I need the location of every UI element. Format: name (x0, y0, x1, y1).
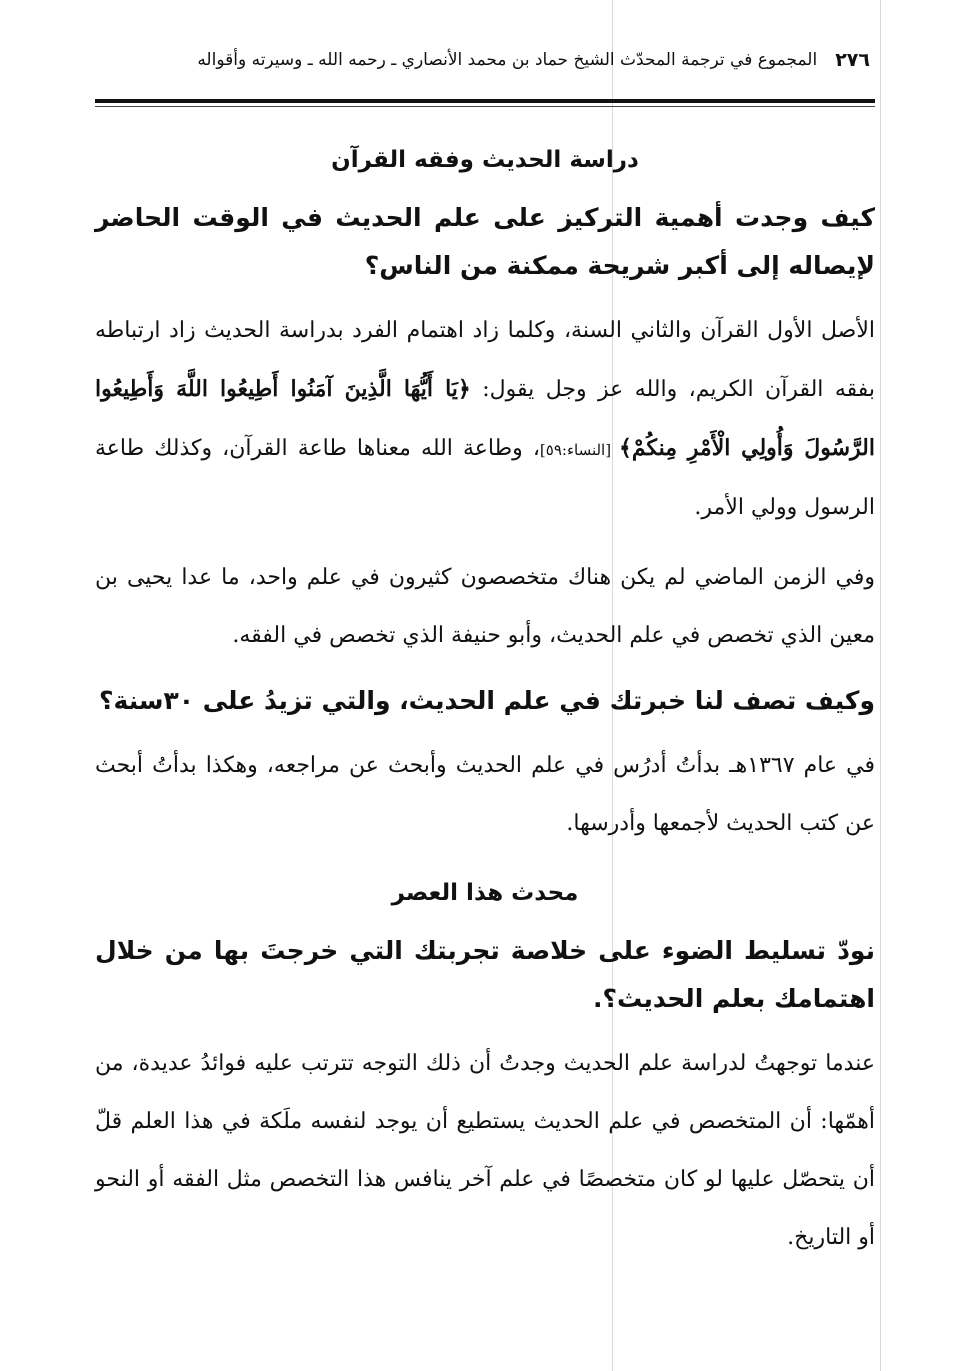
interview-question: نودّ تسليط الضوء على خلاصة تجربتك التي خرجتَ بها من خلال اهتمامك بعلم الحديث؟. (95, 936, 875, 1013)
interview-question: كيف وجدت أهمية التركيز على علم الحديث في الوقت الحاضر لإيصاله إلى أكبر شريحة ممكنة من الناس؟ (95, 203, 875, 280)
quran-verse: ﴿يَا أَيُّهَا الَّذِينَ آمَنُوا أَطِيعُوا اللَّهَ وَأَطِيعُوا الرَّسُولَ وَأُولِي الْأَمْرِ مِنكُمْ﴾ (95, 376, 875, 461)
section-heading: دراسة الحديث وفقه القرآن (331, 147, 639, 173)
running-title: المجموع في ترجمة المحدّث الشيخ حماد بن محمد الأنصاري ـ رحمه الله ـ وسيرته وأقواله (197, 50, 818, 70)
answer-paragraph: في عام ١٣٦٧هـ بدأتُ أدرُس في علم الحديث وأبحث عن مراجعه، وهكذا بدأتُ أبحث عن كتب الحديث لأجمعها وأدرسها. (95, 753, 875, 836)
answer-paragraph: عندما توجهتُ لدراسة علم الحديث وجدتُ أن ذلك التوجه تترتب عليه فوائدُ عديدة، من أهمّها: أن المتخصص في علم الحديث يستطيع أن يوجد لنفسه ملَكة في هذا العلم قلّ أن يتحصّل عليها لو كان متخصصًا في علم آخر ينافس هذا التخصص مثل الفقه أو النحو أو التاريخ. (95, 1051, 875, 1250)
verse-citation: [النساء:٥٩] (539, 441, 619, 459)
answer-text: الأصل الأول القرآن والثاني السنة، وكلما زاد اهتمام الفرد بدراسة الحديث زاد ارتباطه بفقه القرآن الكريم، والله عز وجل يقول: (95, 318, 875, 402)
scan-artifact-line (880, 0, 881, 1371)
header-rule-thin (95, 106, 875, 107)
running-header (150, 42, 870, 78)
page-body (95, 120, 875, 1279)
header-rule (95, 99, 875, 103)
answer-paragraph (95, 302, 875, 537)
page-number: ٢٧٦ (835, 49, 870, 71)
section-heading: محدث هذا العصر (391, 880, 579, 906)
answer-paragraph: وفي الزمن الماضي لم يكن هناك متخصصون كثيرون في علم واحد، ما عدا يحيى بن معين الذي تخصص في علم الحديث، وأبو حنيفة الذي تخصص في الفقه. (95, 565, 875, 648)
answer-text: ، وطاعة الله معناها طاعة القرآن، وكذلك طاعة الرسول وولي الأمر. (95, 436, 875, 520)
interview-question: وكيف تصف لنا خبرتك في علم الحديث، والتي تزيدُ على ٣٠سنة؟ (99, 686, 875, 715)
